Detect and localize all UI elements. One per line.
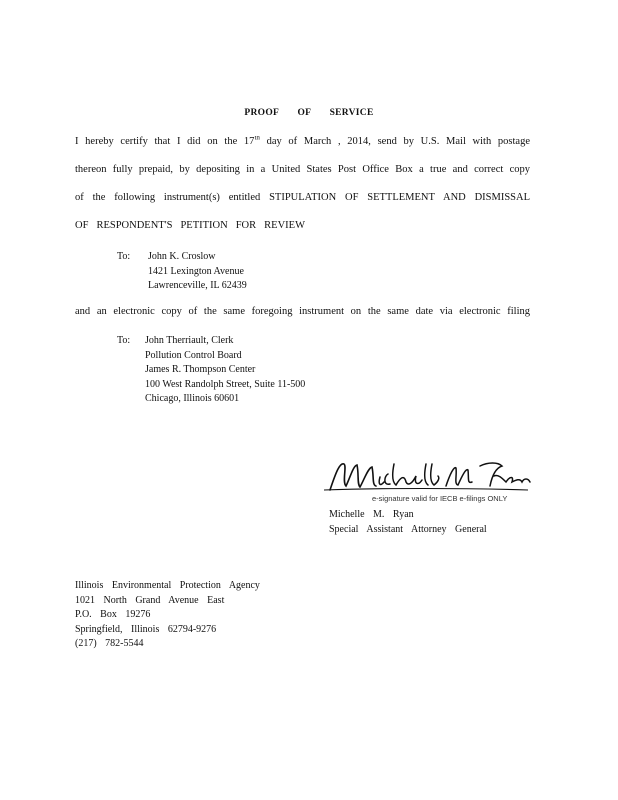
address-line: John Therriault, Clerk xyxy=(145,335,234,346)
agency-name: Illinois Environmental Protection Agency xyxy=(75,580,260,591)
agency-city: Springfield, Illinois 62794-9276 xyxy=(75,623,217,635)
certify-line-1-end: day of March , 2014, send by U.S. Mail with postage xyxy=(259,136,530,147)
agency-po-box: P.O. Box 19276 xyxy=(75,609,151,620)
address-line: Lawrenceville, IL 62439 xyxy=(148,280,247,291)
address-line: Chicago, Illinois 60601 xyxy=(145,393,240,404)
address-line: 1421 Lexington Avenue xyxy=(148,265,244,277)
certify-line-2: thereon fully prepaid, by depositing in a United States Post Office Box a true and correct copy xyxy=(75,164,530,175)
signer-block xyxy=(329,508,487,537)
signer-name: Michelle M. Ryan xyxy=(329,509,414,520)
recipient-2-address xyxy=(145,334,305,407)
to-label-2: To: xyxy=(117,335,131,346)
signature-caption: e-signature valid for IECB e-filings ONLY xyxy=(372,494,508,503)
certify-line-1 xyxy=(75,136,530,147)
recipient-1-address xyxy=(148,250,247,294)
agency-street: 1021 North Grand Avenue East xyxy=(75,594,225,606)
certify-line-4: OF RESPONDENT'S PETITION FOR REVIEW xyxy=(75,220,305,231)
address-line: Pollution Control Board xyxy=(145,349,242,361)
to-label-1: To: xyxy=(117,251,131,262)
signer-title: Special Assistant Attorney General xyxy=(329,523,487,535)
certify-line-1-start: I hereby certify that I did on the 17 xyxy=(75,136,255,147)
agency-phone: (217) 782-5544 xyxy=(75,638,144,649)
agency-address-block xyxy=(75,579,260,652)
address-line: James R. Thompson Center xyxy=(145,364,256,375)
day-suffix: th xyxy=(254,136,260,142)
page-title: PROOF OF SERVICE xyxy=(244,108,374,118)
certify-line-3: of the following instrument(s) entitled STIPULATION OF SETTLEMENT AND DISMISSAL xyxy=(75,192,530,203)
address-line: John K. Croslow xyxy=(148,251,216,262)
electronic-filing-line: and an electronic copy of the same foregoing instrument on the same date via electronic filing xyxy=(75,306,530,317)
address-line: 100 West Randolph Street, Suite 11-500 xyxy=(145,378,306,390)
handwritten-signature xyxy=(322,452,532,504)
